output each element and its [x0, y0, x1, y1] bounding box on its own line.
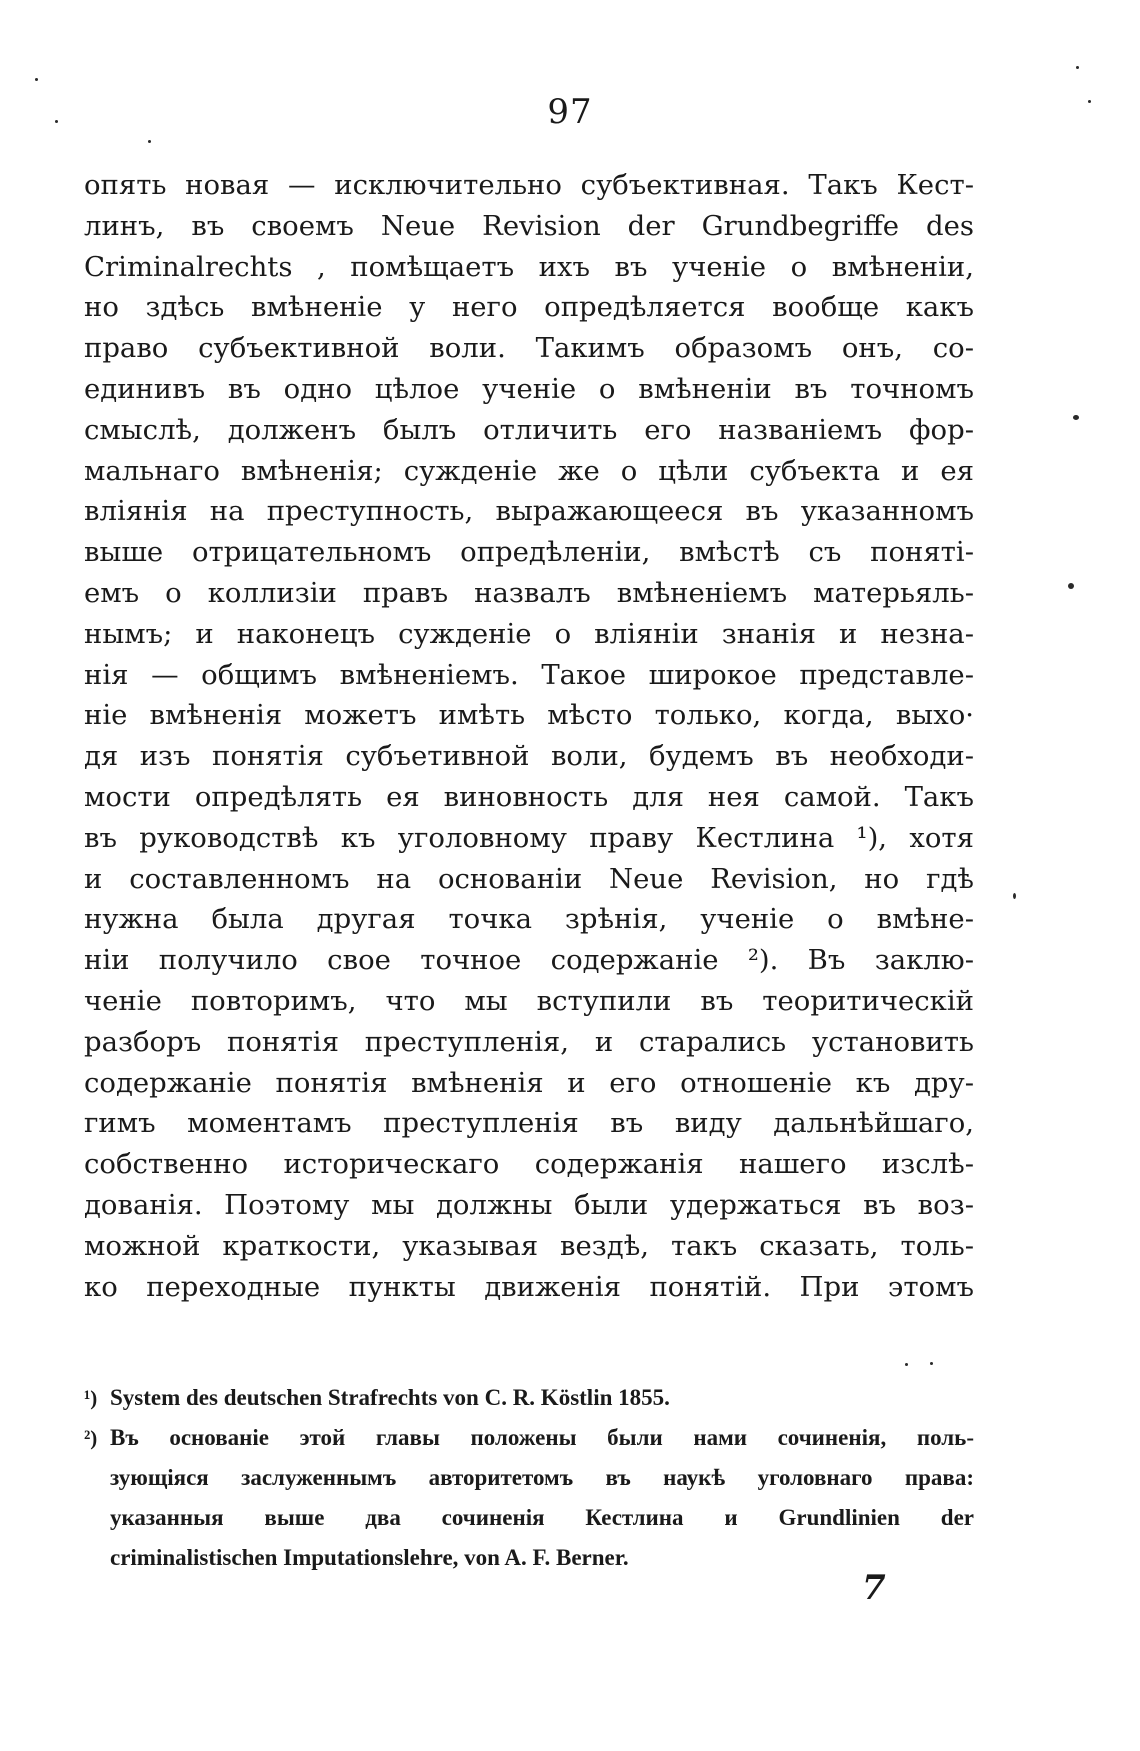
- text-line: въ руководствѣ къ уголовному праву Кестлина ¹), хотя: [84, 821, 974, 854]
- text-line: нія — общимъ вмѣненіемъ. Такое широкое представле-: [84, 658, 974, 691]
- text-line: собственно историческаго содержанія нашего изслѣ-: [84, 1148, 974, 1181]
- scan-speck: [1088, 100, 1091, 103]
- page-number: 97: [547, 92, 593, 132]
- text-line: ніи получило свое точное содержаніе ²). Въ заклю-: [84, 944, 974, 977]
- footnote-text: criminalistischen Imputationslehre, von A. F. Berner.: [110, 1545, 629, 1570]
- signature-mark: 7: [862, 1568, 886, 1608]
- text-line: право субъективной воли. Такимъ образомъ онъ, со-: [84, 332, 974, 365]
- text-line: но здѣсь вмѣненіе у него опредѣляется вообще какъ: [84, 291, 974, 324]
- body-text: [84, 165, 974, 1307]
- scan-speck: [1013, 893, 1016, 899]
- text-line: можной краткости, указывая вездѣ, такъ сказать, толь-: [84, 1229, 974, 1262]
- text-line: нымъ; и наконецъ сужденіе о вліяніи знанія и незна-: [84, 617, 974, 650]
- text-line: единивъ въ одно цѣлое ученіе о вмѣненіи въ точномъ: [84, 372, 974, 405]
- text-line: емъ о коллизіи правъ назвалъ вмѣненіемъ матерьяль-: [84, 576, 974, 609]
- text-line: мости опредѣлять ея виновность для нея самой. Такъ: [84, 780, 974, 813]
- text-line: и составленномъ на основаніи Neue Revision, но гдѣ: [84, 862, 974, 895]
- footnote-2: [84, 1418, 974, 1458]
- scan-speck: [1068, 583, 1074, 589]
- text-line: нужна была другая точка зрѣнія, ученіе о вмѣне-: [84, 903, 974, 936]
- text-line: разборъ понятія преступленія, и старались установить: [84, 1025, 974, 1058]
- footnotes: [84, 1378, 974, 1578]
- text-line: мальнаго вмѣненія; сужденіе же о цѣли субъекта и ея: [84, 454, 974, 487]
- scan-speck: [148, 140, 151, 143]
- text-line: дованія. Поэтому мы должны были удержаться въ воз-: [84, 1188, 974, 1221]
- text-line: линъ, въ своемъ Neue Revision der Grundbegriffe des: [84, 209, 974, 242]
- scan-speck: [1076, 66, 1079, 69]
- text-line: ніе вмѣненія можетъ имѣть мѣсто только, когда, выхо·: [84, 699, 974, 732]
- footnote-marker: ¹): [84, 1386, 98, 1410]
- scan-speck: [930, 1362, 933, 1365]
- text-line: Criminalrechts , помѣщаетъ ихъ въ ученіе о вмѣненіи,: [84, 250, 974, 283]
- footnote-marker: ²): [84, 1426, 98, 1450]
- text-line: дя изъ понятія субъетивной воли, будемъ въ необходи-: [84, 740, 974, 773]
- text-line: ченіе повторимъ, что мы вступили въ теоритическій: [84, 984, 974, 1017]
- text-line: содержаніе понятія вмѣненія и его отношеніе къ дру-: [84, 1066, 974, 1099]
- scan-speck: [55, 120, 58, 123]
- footnote-text: System des deutschen Strafrechts von C. R. Köstlin 1855.: [110, 1385, 670, 1410]
- footnote-text: указанныя выше два сочиненія Кестлина и Grundlinien der: [110, 1505, 974, 1530]
- scan-speck: [35, 78, 38, 81]
- footnote-text: Въ основаніе этой главы положены были нами сочиненія, поль-: [110, 1425, 974, 1450]
- text-line: гимъ моментамъ преступленія въ виду дальнѣйшаго,: [84, 1107, 974, 1140]
- text-line: ко переходные пункты движенія понятій. При этомъ: [84, 1270, 974, 1303]
- footnote-1: [84, 1378, 974, 1418]
- text-line: смыслѣ, долженъ былъ отличить его названіемъ фор-: [84, 413, 974, 446]
- scan-speck: [1073, 415, 1079, 420]
- scan-speck: [905, 1363, 908, 1366]
- text-line: опять новая — исключительно субъективная. Такъ Кест-: [84, 169, 974, 201]
- text-line: вліянія на преступность, выражающееся въ указанномъ: [84, 495, 974, 528]
- footnote-text: зующіяся заслуженнымъ авторитетомъ въ наукѣ уголовнаго права:: [110, 1465, 974, 1490]
- text-line: выше отрицательномъ опредѣленіи, вмѣстѣ съ поняті-: [84, 536, 974, 569]
